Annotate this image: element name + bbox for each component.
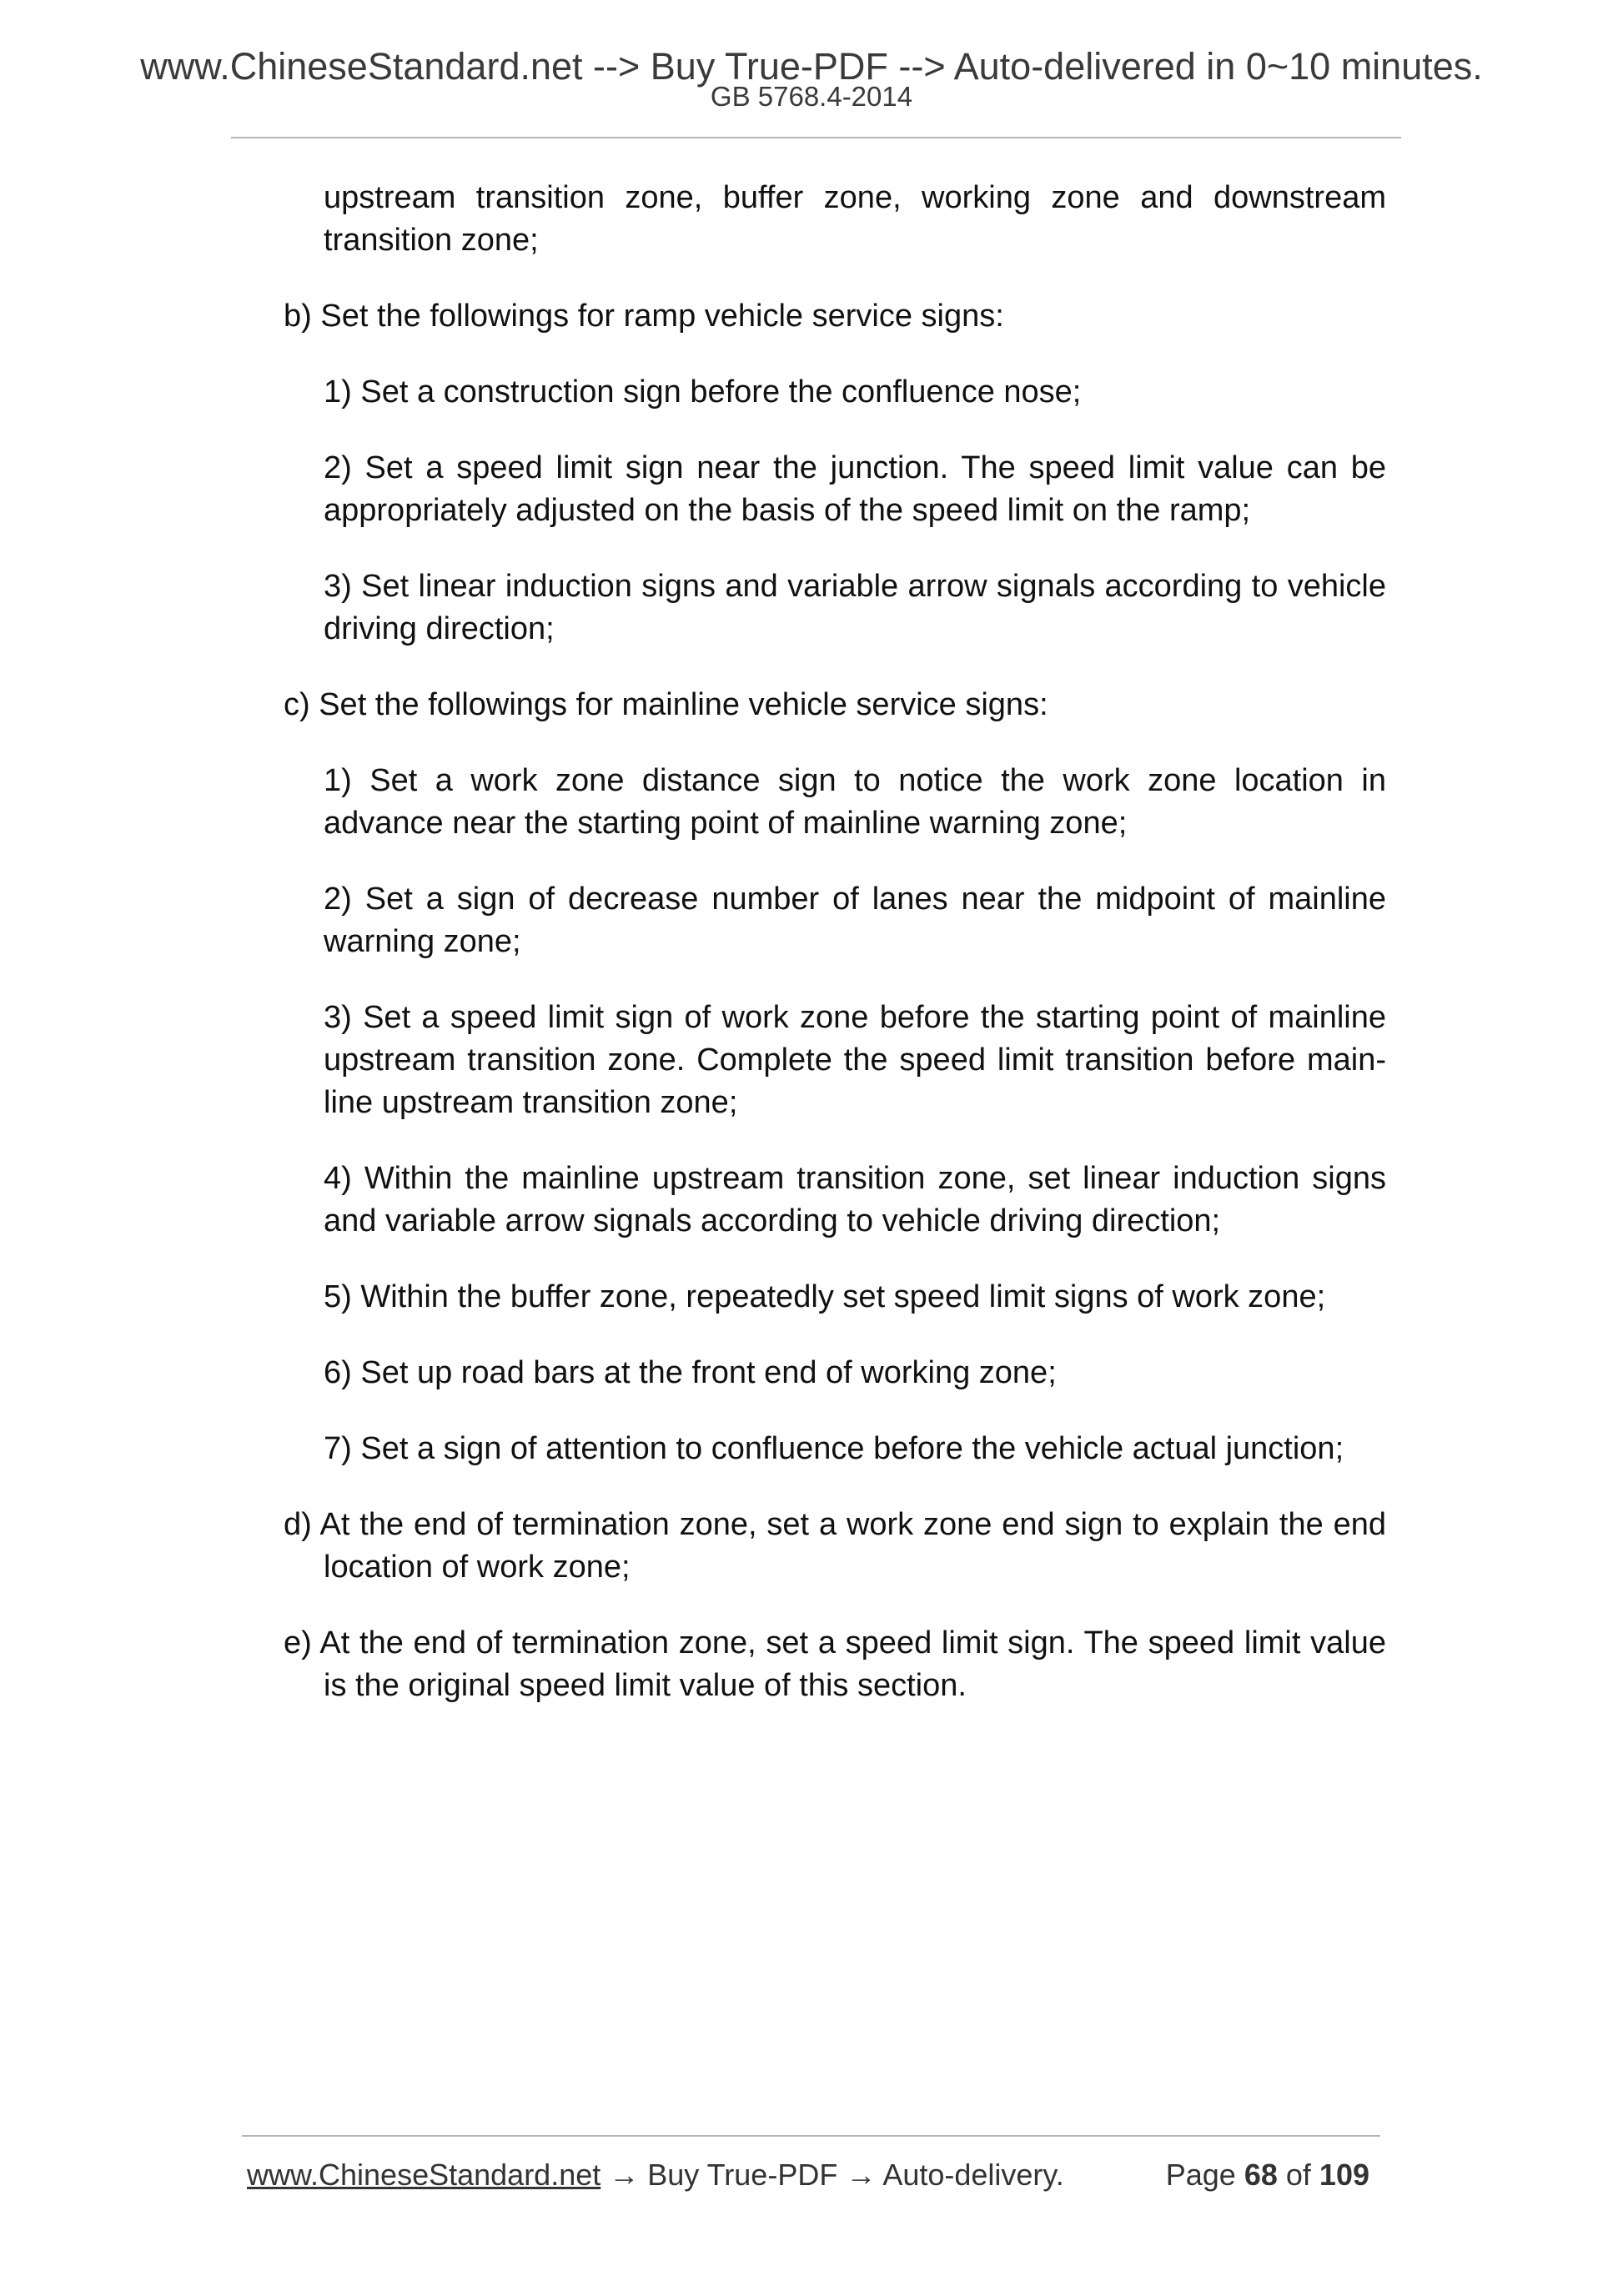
page-indicator [1166, 2154, 1369, 2196]
sub-item-b1: 1) Set a construction sign before the confluence nose; [324, 374, 1082, 409]
sub-item-c6: 6) Set up road bars at the front end of working zone; [324, 1355, 1057, 1390]
page-number: 68 [1244, 2158, 1278, 2192]
document-body [284, 177, 1386, 1707]
sub-item-c7: 7) Set a sign of attention to confluence before the vehicle actual junction; [324, 1431, 1344, 1466]
list-item-c: c) Set the followings for mainline vehicle service signs: [284, 687, 1048, 722]
sub-item-c4: 4) Within the mainline upstream transition zone, set linear induction signs and variable arrow signals according to vehicle driving direction; [324, 1161, 1386, 1238]
of-label: of [1285, 2158, 1311, 2192]
header-divider [231, 137, 1401, 138]
footer-site-link[interactable]: www.ChineseStandard.net [247, 2158, 601, 2192]
list-item-b: b) Set the followings for ramp vehicle service signs: [284, 299, 1004, 334]
paragraph-continuation: upstream transition zone, buffer zone, working zone and downstream transition zone; [324, 180, 1386, 258]
top-banner: www.ChineseStandard.net --> Buy True-PDF --> Auto-delivered in 0~10 minutes. [140, 45, 1483, 88]
list-item-d: d) At the end of termination zone, set a work zone end sign to explain the end location of work zone; [284, 1507, 1386, 1585]
footer-divider [242, 2135, 1380, 2137]
list-item-e: e) At the end of termination zone, set a speed limit sign. The speed limit value is the original speed limit value of this section. [284, 1625, 1386, 1703]
sub-item-b3: 3) Set linear induction signs and variable arrow signals according to vehicle driving direction; [324, 569, 1386, 646]
page-label: Page [1165, 2158, 1236, 2192]
sub-item-c3: 3) Set a speed limit sign of work zone before the starting point of mainline upstream transition zone. Complete the speed limit transition before main-line upstream transition zone; [324, 1000, 1386, 1120]
document-code: GB 5768.4-2014 [710, 81, 913, 112]
page-footer [247, 2154, 1378, 2196]
sub-item-b2: 2) Set a speed limit sign near the junction. The speed limit value can be appropriately adjusted on the basis of the speed limit on the ramp; [324, 450, 1386, 528]
sub-item-c5: 5) Within the buffer zone, repeatedly set speed limit signs of work zone; [324, 1279, 1326, 1314]
footer-left [247, 2154, 1064, 2196]
total-pages: 109 [1319, 2158, 1369, 2192]
sub-item-c1: 1) Set a work zone distance sign to notice the work zone location in advance near the starting point of mainline warning zone; [324, 763, 1386, 841]
sub-item-c2: 2) Set a sign of decrease number of lanes near the midpoint of mainline warning zone; [324, 882, 1386, 959]
footer-tagline: → Buy True-PDF → Auto-delivery. [600, 2158, 1064, 2192]
